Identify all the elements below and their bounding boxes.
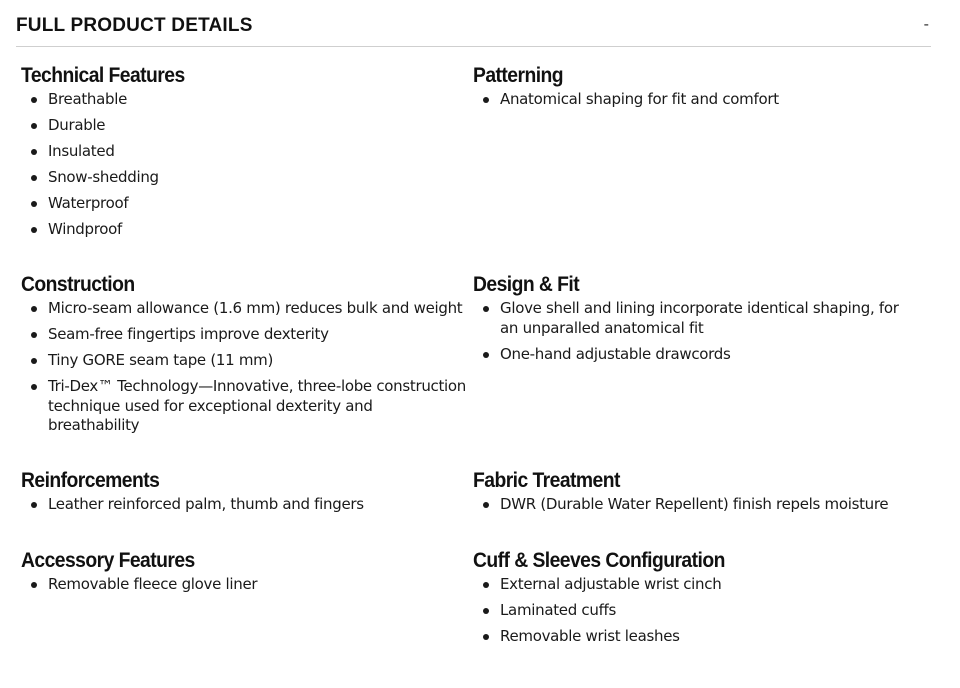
- section-heading: Construction: [21, 273, 135, 296]
- list-item: Micro-seam allowance (1.6 mm) reduces bulk and weight: [21, 299, 466, 319]
- list-item: DWR (Durable Water Repellent) finish repels moisture: [473, 495, 918, 515]
- list-item: Seam-free fingertips improve dexterity: [21, 325, 466, 345]
- list-item: One-hand adjustable drawcords: [473, 345, 918, 365]
- list-item: Durable: [21, 116, 466, 136]
- section-patterning: [473, 64, 918, 116]
- section-construction: [21, 273, 466, 442]
- list-item: External adjustable wrist cinch: [473, 575, 918, 595]
- feature-list: [473, 90, 918, 110]
- feature-list: [21, 299, 466, 436]
- section-heading: Reinforcements: [21, 469, 160, 492]
- product-details-header[interactable]: [16, 0, 931, 47]
- list-item: Tiny GORE seam tape (11 mm): [21, 351, 466, 371]
- section-heading: Accessory Features: [21, 549, 195, 572]
- product-details-title: FULL PRODUCT DETAILS: [16, 15, 253, 36]
- section-heading: Patterning: [473, 64, 564, 87]
- section-heading: Technical Features: [21, 64, 185, 87]
- feature-list: [21, 575, 466, 595]
- list-item: Tri-Dex™ Technology—Innovative, three-lobe construction technique used for exceptional dexterity and breathability: [21, 377, 466, 436]
- list-item: Leather reinforced palm, thumb and fingers: [21, 495, 466, 515]
- list-item: Anatomical shaping for fit and comfort: [473, 90, 918, 110]
- list-item: Snow-shedding: [21, 168, 466, 188]
- feature-list: [473, 575, 918, 647]
- list-item: Glove shell and lining incorporate identical shaping, for an unparalled anatomical fit: [473, 299, 918, 338]
- feature-list: [473, 299, 918, 364]
- section-heading: Fabric Treatment: [473, 469, 620, 492]
- feature-list: [21, 495, 466, 515]
- section-technical-features: [21, 64, 466, 246]
- feature-list: [473, 495, 918, 515]
- feature-list: [21, 90, 466, 240]
- list-item: Removable fleece glove liner: [21, 575, 466, 595]
- section-heading: Design & Fit: [473, 273, 580, 296]
- list-item: Insulated: [21, 142, 466, 162]
- section-cuff-sleeves: [473, 549, 918, 653]
- section-reinforcements: [21, 469, 466, 521]
- section-accessory-features: [21, 549, 466, 601]
- section-design-fit: [473, 273, 918, 371]
- section-fabric-treatment: [473, 469, 918, 521]
- list-item: Breathable: [21, 90, 466, 110]
- list-item: Laminated cuffs: [473, 601, 918, 621]
- list-item: Removable wrist leashes: [473, 627, 918, 647]
- list-item: Waterproof: [21, 194, 466, 214]
- collapse-toggle-icon[interactable]: -: [923, 16, 929, 33]
- list-item: Windproof: [21, 220, 466, 240]
- section-heading: Cuff & Sleeves Configuration: [473, 549, 725, 572]
